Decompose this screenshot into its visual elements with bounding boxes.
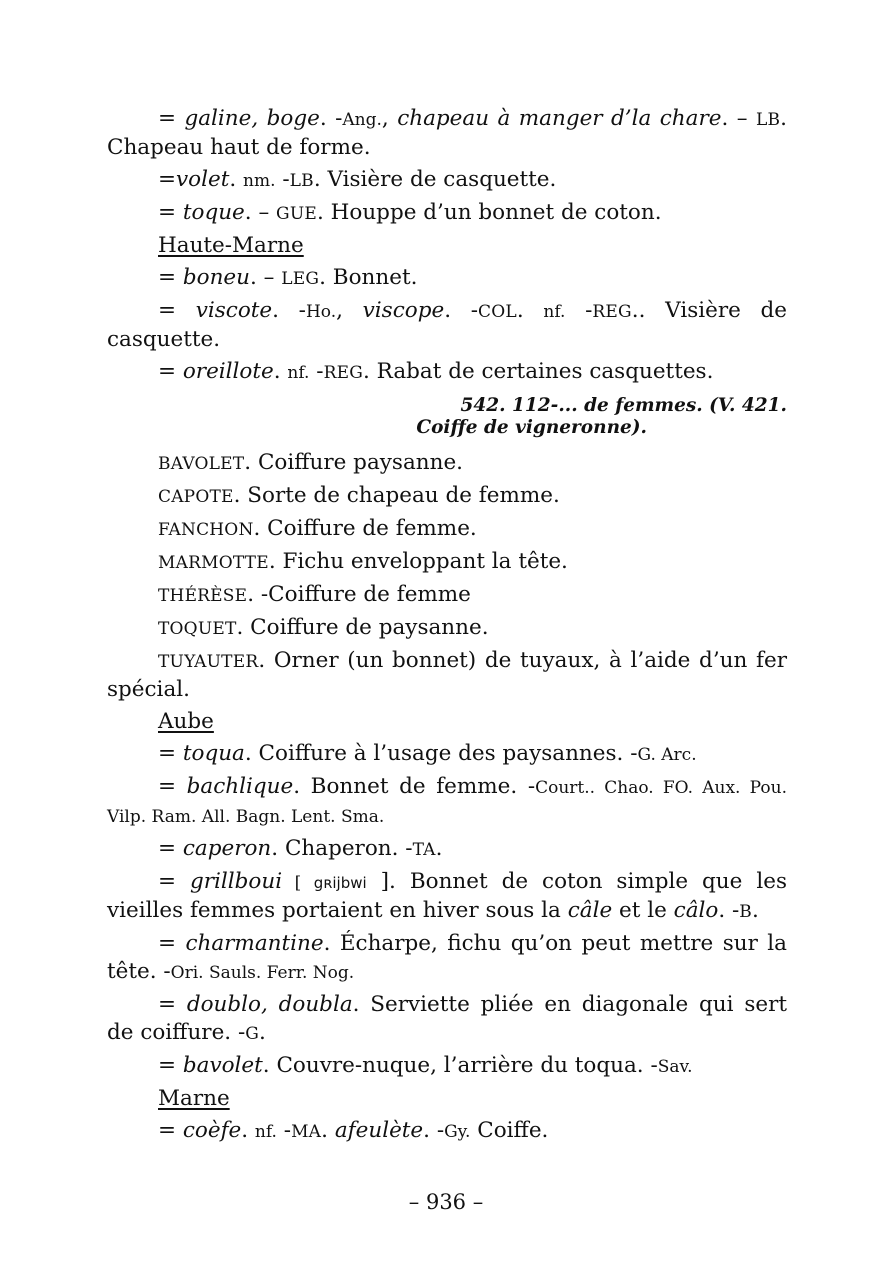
source: GUE <box>276 204 317 224</box>
text: . <box>273 359 288 384</box>
headword: volet <box>176 167 230 192</box>
entry-toque <box>107 199 787 228</box>
text: . - <box>718 898 740 923</box>
text: , <box>336 298 363 323</box>
text: . - <box>444 298 478 323</box>
text: . <box>259 1020 266 1045</box>
entry-doublo <box>107 991 787 1048</box>
headword: toqua <box>182 741 245 766</box>
text: = <box>158 265 183 290</box>
entry-tuyauter <box>107 647 787 704</box>
text: [ <box>282 873 314 893</box>
text: , <box>381 106 398 131</box>
source: Sav. <box>657 1057 693 1077</box>
section-heading <box>107 395 787 439</box>
entry-therese <box>107 581 787 610</box>
text: = <box>158 200 183 225</box>
source: Ang. <box>342 110 382 130</box>
entry-toquet <box>107 614 787 643</box>
source: REG <box>323 363 363 383</box>
text: . <box>241 1118 255 1143</box>
definition: . Coiffure à l’usage des paysannes. - <box>244 741 638 766</box>
text: = <box>158 992 187 1017</box>
region-haute-marne <box>107 232 787 260</box>
term: THÉRÈSE <box>158 586 248 606</box>
text: . <box>435 836 443 861</box>
entry-caperon <box>107 835 787 864</box>
headword: bavolet <box>182 1053 263 1078</box>
headword: doublo, doubla <box>186 992 353 1017</box>
definition: . Bonnet. <box>319 265 418 290</box>
region-aube <box>107 708 787 736</box>
term: FANCHON <box>158 520 254 540</box>
gender: nf. <box>543 302 566 322</box>
headword: viscope <box>362 298 445 323</box>
entry-bavolet <box>107 449 787 478</box>
entry-capote <box>107 482 787 511</box>
headword: grillboui <box>189 869 283 894</box>
source: TA <box>412 840 436 860</box>
entry-volet <box>107 166 787 195</box>
text: = <box>158 167 177 192</box>
text: - <box>565 298 593 323</box>
entry-bachlique <box>107 773 787 831</box>
text: . <box>516 298 544 323</box>
definition: ]. Bonnet de coton simple que les vieilles femmes portaient en hiver sous la <box>107 869 787 923</box>
region-title: Marne <box>158 1086 230 1111</box>
gender: nf. <box>287 363 310 383</box>
term: TOQUET <box>158 619 237 639</box>
definition: . Sorte de chapeau de femme. <box>233 483 560 508</box>
definition: . Chapeau haut de forme. <box>107 106 787 160</box>
entry-fanchon <box>107 515 787 544</box>
source: LEG <box>281 269 320 289</box>
headword: caperon <box>182 836 272 861</box>
text: = <box>158 1053 183 1078</box>
section-heading-line2: Coiffe de vigneronne). <box>416 417 647 438</box>
text: = <box>158 1118 183 1143</box>
definition: . Couvre-nuque, l’arrière du toqua. - <box>262 1053 658 1078</box>
headword: galine, boge <box>184 106 320 131</box>
text: - <box>275 167 290 192</box>
term: TUYAUTER <box>158 652 259 672</box>
headword: câlo <box>673 898 719 923</box>
entry-galine <box>107 105 787 162</box>
source: LB <box>755 110 781 130</box>
source: COL <box>478 302 517 322</box>
source: G. Arc. <box>637 745 697 765</box>
region-title: Aube <box>158 709 214 734</box>
entry-marmotte <box>107 548 787 577</box>
text: . <box>751 898 759 923</box>
source: Court.. Chao. FO. Aux. Pou. Vilp. Ram. All. Bagn. Lent. Sma. <box>107 778 787 827</box>
text: . – <box>721 106 756 131</box>
page-number: – 936 – <box>408 1190 484 1214</box>
text: - <box>309 359 324 384</box>
entry-viscote <box>107 297 787 354</box>
definition: . Coiffure paysanne. <box>244 450 464 475</box>
entry-coefe <box>107 1117 787 1146</box>
definition: . Rabat de certaines casquettes. <box>362 359 714 384</box>
text: = <box>158 869 190 894</box>
text: . <box>321 1118 335 1143</box>
text: - <box>276 1118 292 1143</box>
term: MARMOTTE <box>158 553 269 573</box>
term: CAPOTE <box>158 487 234 507</box>
term: BAVOLET <box>158 454 245 474</box>
source: Gy. <box>444 1122 471 1142</box>
headword: oreillote <box>182 359 274 384</box>
text: = <box>158 931 186 956</box>
entry-toqua <box>107 740 787 769</box>
definition: . Écharpe, fichu qu’on peut mettre sur la tête. - <box>107 931 787 984</box>
text: = <box>158 741 183 766</box>
source: Ori. Sauls. Ferr. Nog. <box>170 963 355 983</box>
text: . - <box>423 1118 445 1143</box>
definition: . Fichu enveloppant la tête. <box>268 549 568 574</box>
source: REG <box>592 302 632 322</box>
text: . – <box>244 200 277 225</box>
definition: .. Visière de casquette. <box>107 298 788 352</box>
phonetic: gʀijbwi <box>313 874 367 892</box>
definition: . Chaperon. - <box>271 836 413 861</box>
entry-oreillote <box>107 358 787 387</box>
page-body <box>107 105 787 1150</box>
definition: Coiffe. <box>470 1118 549 1143</box>
definition: . Visière de casquette. <box>313 167 557 192</box>
headword: bachlique <box>186 774 294 799</box>
text: . <box>229 167 244 192</box>
entry-bavolet-aube <box>107 1052 787 1081</box>
headword: toque <box>182 200 245 225</box>
region-title: Haute-Marne <box>158 233 304 258</box>
source: Ho. <box>305 302 337 322</box>
entry-boneu <box>107 264 787 293</box>
gender: nf. <box>254 1122 277 1142</box>
gender: nm. <box>243 171 276 191</box>
headword: afeulète <box>334 1118 424 1143</box>
section-heading-line1: 542. 112-... de femmes. (V. 421. <box>460 395 787 416</box>
source: B <box>739 902 752 922</box>
entry-grillboui <box>107 868 787 926</box>
headword: charmantine <box>185 931 324 956</box>
headword: chapeau à manger d’la chare <box>397 106 722 131</box>
text: . – <box>249 265 282 290</box>
entry-charmantine <box>107 930 787 987</box>
definition: . Serviette pliée en diagonale qui sert de coiffure. - <box>107 992 787 1045</box>
headword: boneu <box>182 265 250 290</box>
text: = <box>158 836 183 861</box>
text: = <box>158 774 187 799</box>
definition: . Orner (un bonnet) de tuyaux, à l’aide d’un fer spécial. <box>107 648 787 702</box>
definition: . Houppe d’un bonnet de coton. <box>316 200 662 225</box>
region-marne <box>107 1085 787 1113</box>
text: = <box>158 298 196 323</box>
text: = <box>158 106 185 131</box>
definition: . Bonnet de femme. - <box>293 774 536 799</box>
text: = <box>158 359 183 384</box>
definition: . Coiffure de paysanne. <box>236 615 489 640</box>
definition: . Coiffure de femme. <box>253 516 477 541</box>
headword: viscote <box>195 298 273 323</box>
source: G <box>245 1024 260 1044</box>
source: LB <box>289 171 314 191</box>
headword: coèfe <box>182 1118 242 1143</box>
text: et le <box>612 898 674 923</box>
definition: . -Coiffure de femme <box>247 582 471 607</box>
source: MA <box>291 1122 322 1142</box>
text: . - <box>319 106 343 131</box>
text: . - <box>272 298 306 323</box>
headword: câle <box>567 898 613 923</box>
